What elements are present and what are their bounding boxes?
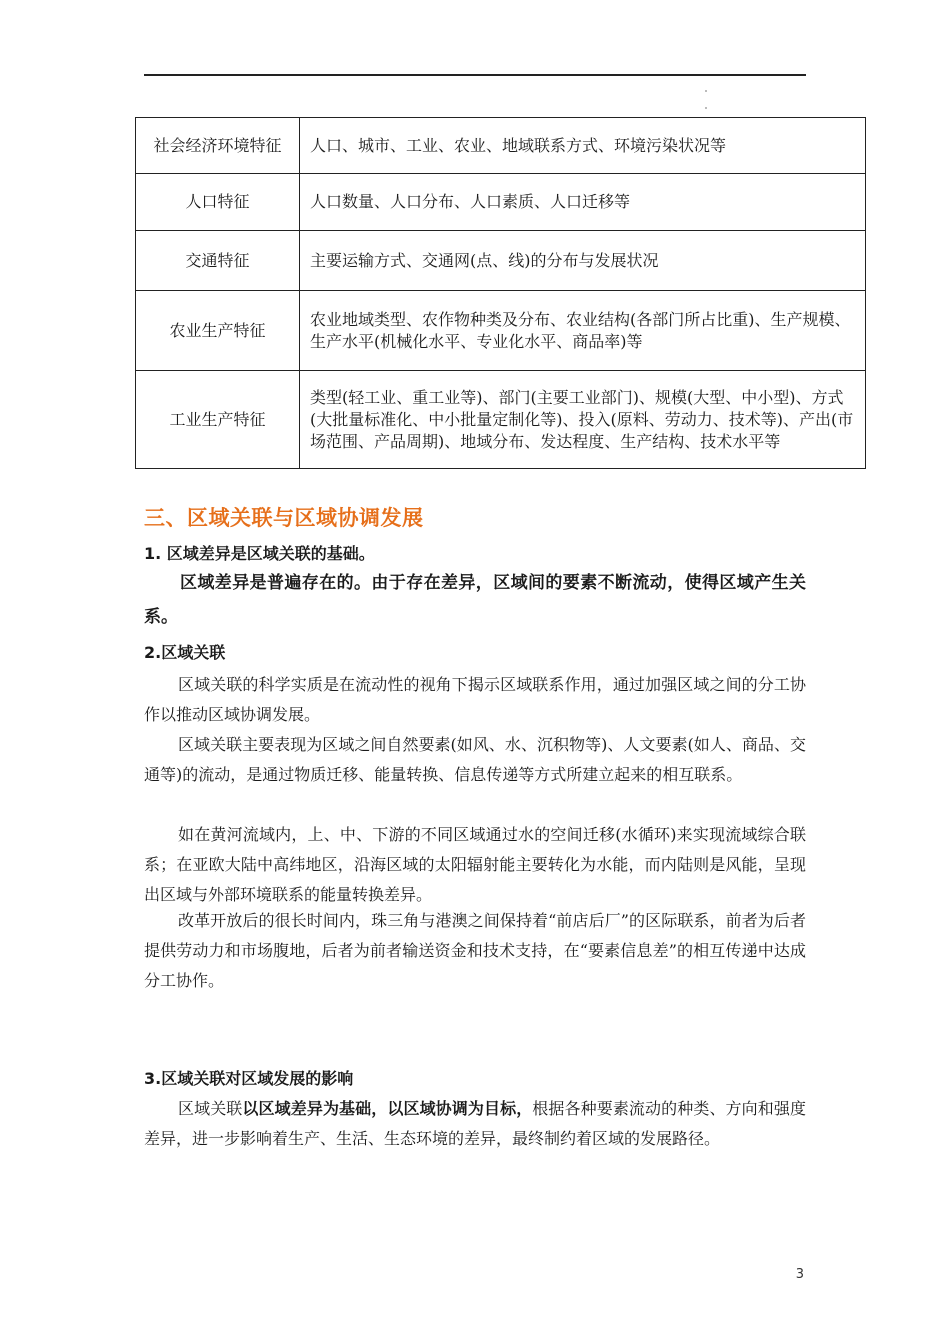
paragraph: 区域差异是普遍存在的。由于存在差异，区域间的要素不断流动，使得区域产生关系。 [144,573,806,627]
paragraph-lead: 区域关联 [178,1099,243,1118]
subsection-title-2: 2.区域关联 [144,643,226,662]
table-key-cell: 农业生产特征 [136,291,300,371]
table-value-cell: 人口、城市、工业、农业、地域联系方式、环境污染状况等 [300,118,866,174]
table-key-cell: 工业生产特征 [136,371,300,469]
table-row [136,231,866,291]
section-title: 三、区域关联与区域协调发展 [144,506,424,530]
table-row [136,371,866,469]
features-table [135,117,866,469]
table-key-cell: 人口特征 [136,174,300,231]
paragraph-rest: 根据各种要素流动的种类、方向和强度差异，进一步影响着生产、生活、生态环境的差异，最终制约着区域的发展路径。 [144,1099,806,1148]
table-row [136,174,866,231]
table-row [136,118,866,174]
table-key-cell: 社会经济环境特征 [136,118,300,174]
subsection-title-1: 1. 区域差异是区域关联的基础。 [144,544,375,563]
paragraph: 如在黄河流域内，上、中、下游的不同区域通过水的空间迁移(水循环)来实现流域综合联系；在亚欧大陆中高纬地区，沿海区域的太阳辐射能主要转化为水能，而内陆则是风能，呈现出区域与外部环境联系的能量转换差异。 [144,825,806,904]
paragraph [144,1094,806,1154]
page-number: 3 [795,1267,804,1282]
table-value-cell: 农业地域类型、农作物种类及分布、农业结构(各部门所占比重)、生产规模、生产水平(机械化水平、专业化水平、商品率)等 [300,291,866,371]
table-value-cell: 类型(轻工业、重工业等)、部门(主要工业部门)、规模(大型、中小型)、方式(大批量标准化、中小批量定制化等)、投入(原料、劳动力、技术等)、产出(市场范围、产品周期)、地域分布、发达程度、生产结构、技术水平等 [300,371,866,469]
paragraph: 区域关联的科学实质是在流动性的视角下揭示区域联系作用，通过加强区域之间的分工协作以推动区域协调发展。 [144,675,806,724]
subsection-title-3: 3.区域关联对区域发展的影响 [144,1069,354,1088]
paragraph-emphasis: 以区域差异为基础，以区域协调为目标， [242,1099,533,1118]
decorative-dot [705,90,707,92]
paragraph: 区域关联主要表现为区域之间自然要素(如风、水、沉积物等)、人文要素(如人、商品、交通等)的流动，是通过物质迁移、能量转换、信息传递等方式所建立起来的相互联系。 [144,735,806,784]
table-value-cell: 人口数量、人口分布、人口素质、人口迁移等 [300,174,866,231]
table-row [136,291,866,371]
header-rule [144,74,806,76]
decorative-dot [705,107,707,109]
table-value-cell: 主要运输方式、交通网(点、线)的分布与发展状况 [300,231,866,291]
table-key-cell: 交通特征 [136,231,300,291]
paragraph: 改革开放后的很长时间内，珠三角与港澳之间保持着“前店后厂”的区际联系，前者为后者提供劳动力和市场腹地，后者为前者输送资金和技术支持，在“要素信息差”的相互传递中达成分工协作。 [144,911,806,990]
